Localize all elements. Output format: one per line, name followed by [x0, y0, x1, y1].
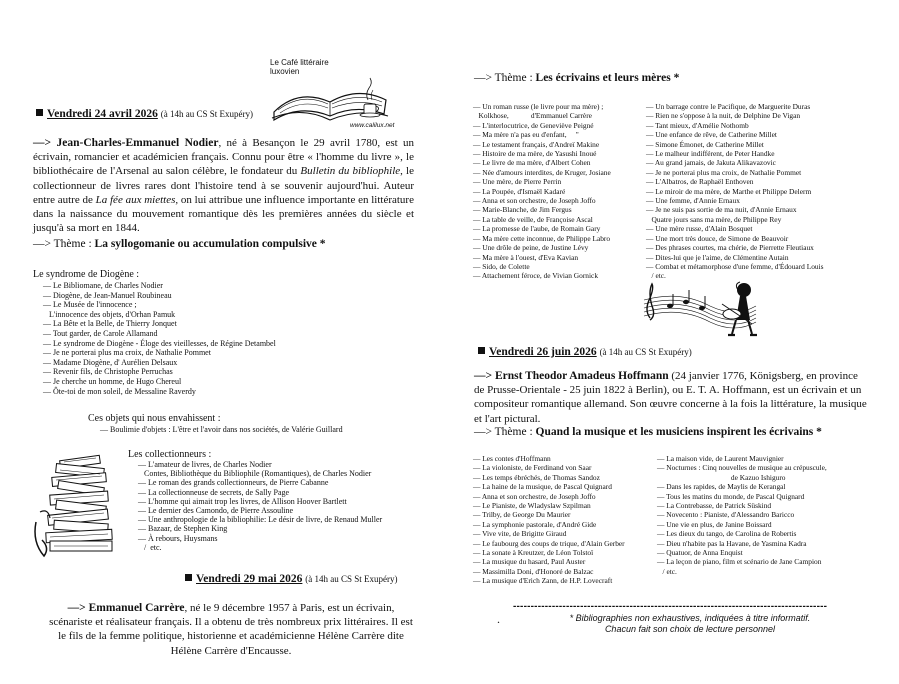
list-item: — L'homme qui aimait trop les livres, de Allison Hoover Bartlett: [138, 496, 347, 506]
list-item: — La leçon de piano, film et scénario de Jane Campion: [657, 557, 822, 567]
list-item: L'innocence des objets, d'Orhan Pamuk: [43, 309, 176, 319]
list-item: — Le malheur indifférent, de Peter Handke: [646, 149, 775, 159]
list-item: — L'interlocutrice, de Geneviève Peigné: [473, 120, 594, 130]
event-date-june: Vendredi 26 juin 2026 (à 14h au CS St Exupéry): [478, 346, 692, 358]
diogene-section: [33, 268, 276, 396]
list-item: — Les temps ébréchés, de Thomas Sandoz: [473, 472, 600, 482]
list-item: — Quatuor, de Anna Enquist: [657, 548, 743, 558]
list-item: — La promesse de l'aube, de Romain Gary: [473, 224, 601, 234]
list-item: — Je ne suis pas sortie de ma nuit, d'Annie Ernaux: [646, 205, 797, 215]
list-item: — Vive vite, de Brigitte Giraud: [473, 529, 567, 539]
list-item: — Je ne porterai plus ma croix, de Nathalie Pommet: [646, 167, 802, 177]
bullet-square-icon: [36, 109, 43, 116]
list-item: — Dieu n'habite pas la Havane, de Yasmina Kadra: [657, 538, 807, 548]
list-item: — Simone Émonet, de Catherine Millet: [646, 139, 764, 149]
list-item: — Une mort très douce, de Simone de Beauvoir: [646, 233, 789, 243]
list-item: — Anna et son orchestre, de Joseph Joffo: [473, 491, 596, 501]
list-item: — À rebours, Huysmans: [138, 533, 218, 543]
list-item: — Le faubourg des coups de trique, d'Alain Gerber: [473, 538, 625, 548]
list-item: — Les dieux du tango, de Carolina de Robertis: [657, 529, 797, 539]
list-item: — Le dernier des Camondo, de Pierre Assouline: [138, 506, 294, 516]
list-item: — La musique d'Erich Zann, de H.P. Lovecraft: [473, 576, 613, 586]
list-item: — Dites-lui que je l'aime, de Clémentine Autain: [646, 252, 789, 262]
separator-line: -----------------------------------------------------------------------------------------: [513, 601, 828, 612]
list-item: — Une mère, de Pierre Perrin: [473, 177, 562, 187]
list-item: — Le Musée de l'innocence ;: [43, 300, 137, 310]
list-item: Quatre jours sans ma mère, de Philippe Rey: [646, 214, 782, 224]
list-item: — Rien ne s'oppose à la nuit, de Delphine De Vigan: [646, 111, 801, 121]
author-name: Jean-Charles-Emmanuel Nodier: [56, 137, 219, 149]
musique-list-col1: [473, 454, 625, 586]
list-item: / etc.: [138, 542, 162, 552]
list-item: — L'amateur de livres, de Charles Nodier: [138, 460, 272, 469]
meres-list-col1: [473, 102, 611, 281]
footer-note: * Bibliographies non exhaustives, indiquées à titre informatif. Chacun fait son choix de lecture personnel: [569, 613, 811, 634]
list-item: — Une mère russe, d'Alain Bosquet: [646, 224, 753, 234]
list-item: Kolkhose, d'Emmanuel Carrère: [473, 111, 592, 121]
list-item: — Le Bibliomane, de Charles Nodier: [43, 281, 163, 290]
list-item: — Une drôle de peine, de Justine Lévy: [473, 243, 589, 253]
list-item: — Des phrases courtes, ma chérie, de Pierrette Fleutiaux: [646, 243, 814, 253]
list-item: — Tout garder, de Carole Allamand: [43, 328, 158, 338]
author-name: Ernst Theodor Amadeus Hoffmann: [494, 370, 669, 382]
list-item: — Nocturnes : Cinq nouvelles de musique au crépuscule,: [657, 463, 827, 473]
list-item: — Dans les rapides, de Maylis de Kerangal: [657, 482, 786, 492]
hoffmann-bio: —> Ernst Theodor Amadeus Hoffmann (24 janvier 1776, Königsberg, en province de Prusse-Orientale - 25 juin 1822 à Berlin), ou E. T. A. Hoffmann, est un écrivain et un compositeur romantique allemand. Son œuvre concerne à la fois la littérature, la musique et l'art pictural.: [474, 370, 867, 425]
list-item: — Le miroir de ma mère, de Marthe et Philippe Delerm: [646, 186, 812, 196]
list-item: — Une enfance de rêve, de Catherine Millet: [646, 130, 777, 140]
nodier-bio: —> Jean-Charles-Emmanuel Nodier, né à Besançon le 29 avril 1780, est un écrivain, romancier et académicien français. Connu pour être « l'homme du livre », le bibliothécaire de l'Arsenal au salon célèbre, le fondateur du Bulletin du bibliophile, le collectionneur de livres rares dont l'histoire tend à se souvenir aujourd'hui. Auteur entre autre de La fée aux miettes, on lui attribue une influence importante en littérature dans la naissance du mouvement romantique dès les premières années du siècle et jusqu'à sa mort en 1844.: [33, 137, 414, 235]
collectionneurs-list: [138, 460, 382, 552]
logo-caption: Le Café littéraire luxovien: [270, 58, 329, 76]
list-item: — Une vie en plus, de Janine Boissard: [657, 519, 772, 529]
list-item: Contes, Bibliothèque du Bibliophile (Romantiques), de Charles Nodier: [138, 469, 372, 479]
section-heading: Les collectionneurs :: [128, 449, 212, 460]
list-item: — La haine de la musique, de Pascal Quignard: [473, 482, 612, 492]
author-name: Emmanuel Carrère: [88, 602, 185, 614]
list-item: — La violoniste, de Ferdinand von Saar: [473, 463, 592, 473]
list-item: — La table de veille, de Françoise Ascal: [473, 214, 593, 224]
list-item: — Bazaar, de Stephen King: [138, 524, 228, 534]
list-item: — Histoire de ma mère, de Yasushi Inoué: [473, 149, 597, 159]
list-item: — Ma mère cette inconnue, de Philippe Labro: [473, 233, 611, 243]
list-item: — Combat et métamorphose d'une femme, d'Édouard Louis: [646, 261, 824, 271]
list-item: — Le syndrome de Diogène - Éloge des vieillesses, de Régine Detambel: [43, 338, 276, 348]
theme-musique: —> Thème : Quand la musique et les musiciens inspirent les écrivains *: [474, 426, 822, 438]
list-item: — Tous les matins du monde, de Pascal Quignard: [657, 491, 805, 501]
list-item: — Anna et son orchestre, de Joseph Joffo: [473, 196, 596, 206]
list-item: — Le Pianiste, de Wladyslaw Szpilman: [473, 501, 591, 511]
list-item: — La collectionneuse de secrets, de Sally Page: [138, 487, 290, 497]
meres-list-col2: [646, 102, 824, 281]
musician-illustration: [640, 280, 760, 346]
list-item: — Les contes d'Hoffmann: [473, 454, 551, 463]
event-date-april: Vendredi 24 avril 2026 (à 14h au CS St Exupéry): [36, 108, 253, 120]
list-item: — L'Albatros, de Raphaël Enthoven: [646, 177, 754, 187]
list-item: — Le roman des grands collectionneurs, de Pierre Cabanne: [138, 478, 329, 488]
list-item: — La musique du hasard, Paul Auster: [473, 557, 586, 567]
musique-list-col2: [657, 454, 827, 576]
objets-list: [100, 425, 343, 435]
list-item: de Kazuo Ishiguro: [657, 472, 786, 482]
list-item: — La sonate à Kreutzer, de Léon Tolstoï: [473, 548, 594, 558]
books-stack-illustration: [30, 452, 130, 560]
list-item: — La Bête et la Belle, de Thierry Jonquet: [43, 319, 177, 329]
footer-dot: .: [497, 612, 500, 626]
list-item: — Une anthropologie de la bibliophilie: Le désir de livre, de Renaud Muller: [138, 515, 383, 525]
list-item: — Je ne porterai plus ma croix, de Nathalie Pommet: [43, 348, 211, 358]
list-item: — La symphonie pastorale, d'André Gide: [473, 519, 597, 529]
list-item: — Trilby, de George Du Maurier: [473, 510, 571, 520]
list-item: — La maison vide, de Laurent Mauvignier: [657, 454, 784, 463]
list-item: / etc.: [657, 566, 677, 576]
list-item: — Massimilla Doni, d'Honoré de Balzac: [473, 566, 594, 576]
list-item: — Ma mère n'a pas eu d'enfant, ": [473, 130, 579, 140]
event-date-may: Vendredi 29 mai 2026 (à 14h au CS St Exupéry): [185, 573, 398, 585]
open-book-icon: [268, 74, 410, 124]
section-heading: Le syndrome de Diogène :: [33, 269, 140, 280]
list-item: — Boulimie d'objets : L'être et l'avoir dans nos sociétés, de Valérie Guillard: [100, 425, 343, 434]
cafe-logo: [268, 60, 410, 132]
list-item: — Tant mieux, d'Amélie Nothomb: [646, 120, 749, 130]
list-item: — Marie-Blanche, de Jim Fergus: [473, 205, 572, 215]
bullet-square-icon: [185, 574, 192, 581]
theme-syllogomanie: —> Thème : La syllogomanie ou accumulation compulsive *: [33, 238, 326, 250]
list-item: — Une femme, d'Annie Ernaux: [646, 196, 740, 206]
theme-meres: —> Thème : Les écrivains et leurs mères *: [474, 72, 680, 84]
list-item: — Attachement féroce, de Vivian Gornick: [473, 271, 599, 281]
list-item: — Ôte-toi de mon soleil, de Messaline Raverdy: [43, 386, 196, 396]
logo-url: www.calilux.net: [350, 122, 395, 129]
list-item: — Madame Diogène, d' Aurélien Delsaux: [43, 357, 178, 367]
list-item: — Sido, de Colette: [473, 261, 530, 271]
carrere-bio: —> Emmanuel Carrère, né le 9 décembre 1957 à Paris, est un écrivain, scénariste et réalisateur français. Il a obtenu de très nombreux prix littéraires. Il est le fils de la femme politique, historienne et académicienne Hélène Carrère dite Hélène Carrère d'Encausse.: [49, 602, 413, 657]
bullet-square-icon: [478, 347, 485, 354]
section-heading: Ces objets qui nous envahissent :: [88, 413, 221, 424]
list-item: — Le livre de ma mère, d'Albert Cohen: [473, 158, 591, 168]
list-item: — La Contrebasse, de Patrick Süskind: [657, 501, 772, 511]
list-item: — La Poupée, d'Ismaël Kadaré: [473, 186, 566, 196]
objets-section: [88, 413, 343, 435]
list-item: — Revenir fils, de Christophe Perruchas: [43, 367, 173, 377]
list-item: — Un roman russe (le livre pour ma mère) ;: [473, 102, 604, 111]
list-item: — Un barrage contre le Pacifique, de Marguerite Duras: [646, 102, 811, 111]
list-item: — Au grand jamais, de Jakuta Alikavazovic: [646, 158, 776, 168]
list-item: / etc.: [646, 271, 666, 281]
list-item: — Ma mère à l'ouest, d'Eva Kavian: [473, 252, 579, 262]
collectionneurs-section: [128, 449, 382, 552]
list-item: — Le testament français, d'Andreï Makine: [473, 139, 600, 149]
list-item: — Je cherche un homme, de Hugo Chereul: [43, 376, 182, 386]
list-item: — Novecento : Pianiste, d'Alessandro Baricco: [657, 510, 795, 520]
list-item: — Diogène, de Jean-Manuel Roubineau: [43, 290, 172, 300]
diogene-list: [43, 281, 276, 396]
list-item: — Née d'amours interdites, de Kruger, Josiane: [473, 167, 611, 177]
